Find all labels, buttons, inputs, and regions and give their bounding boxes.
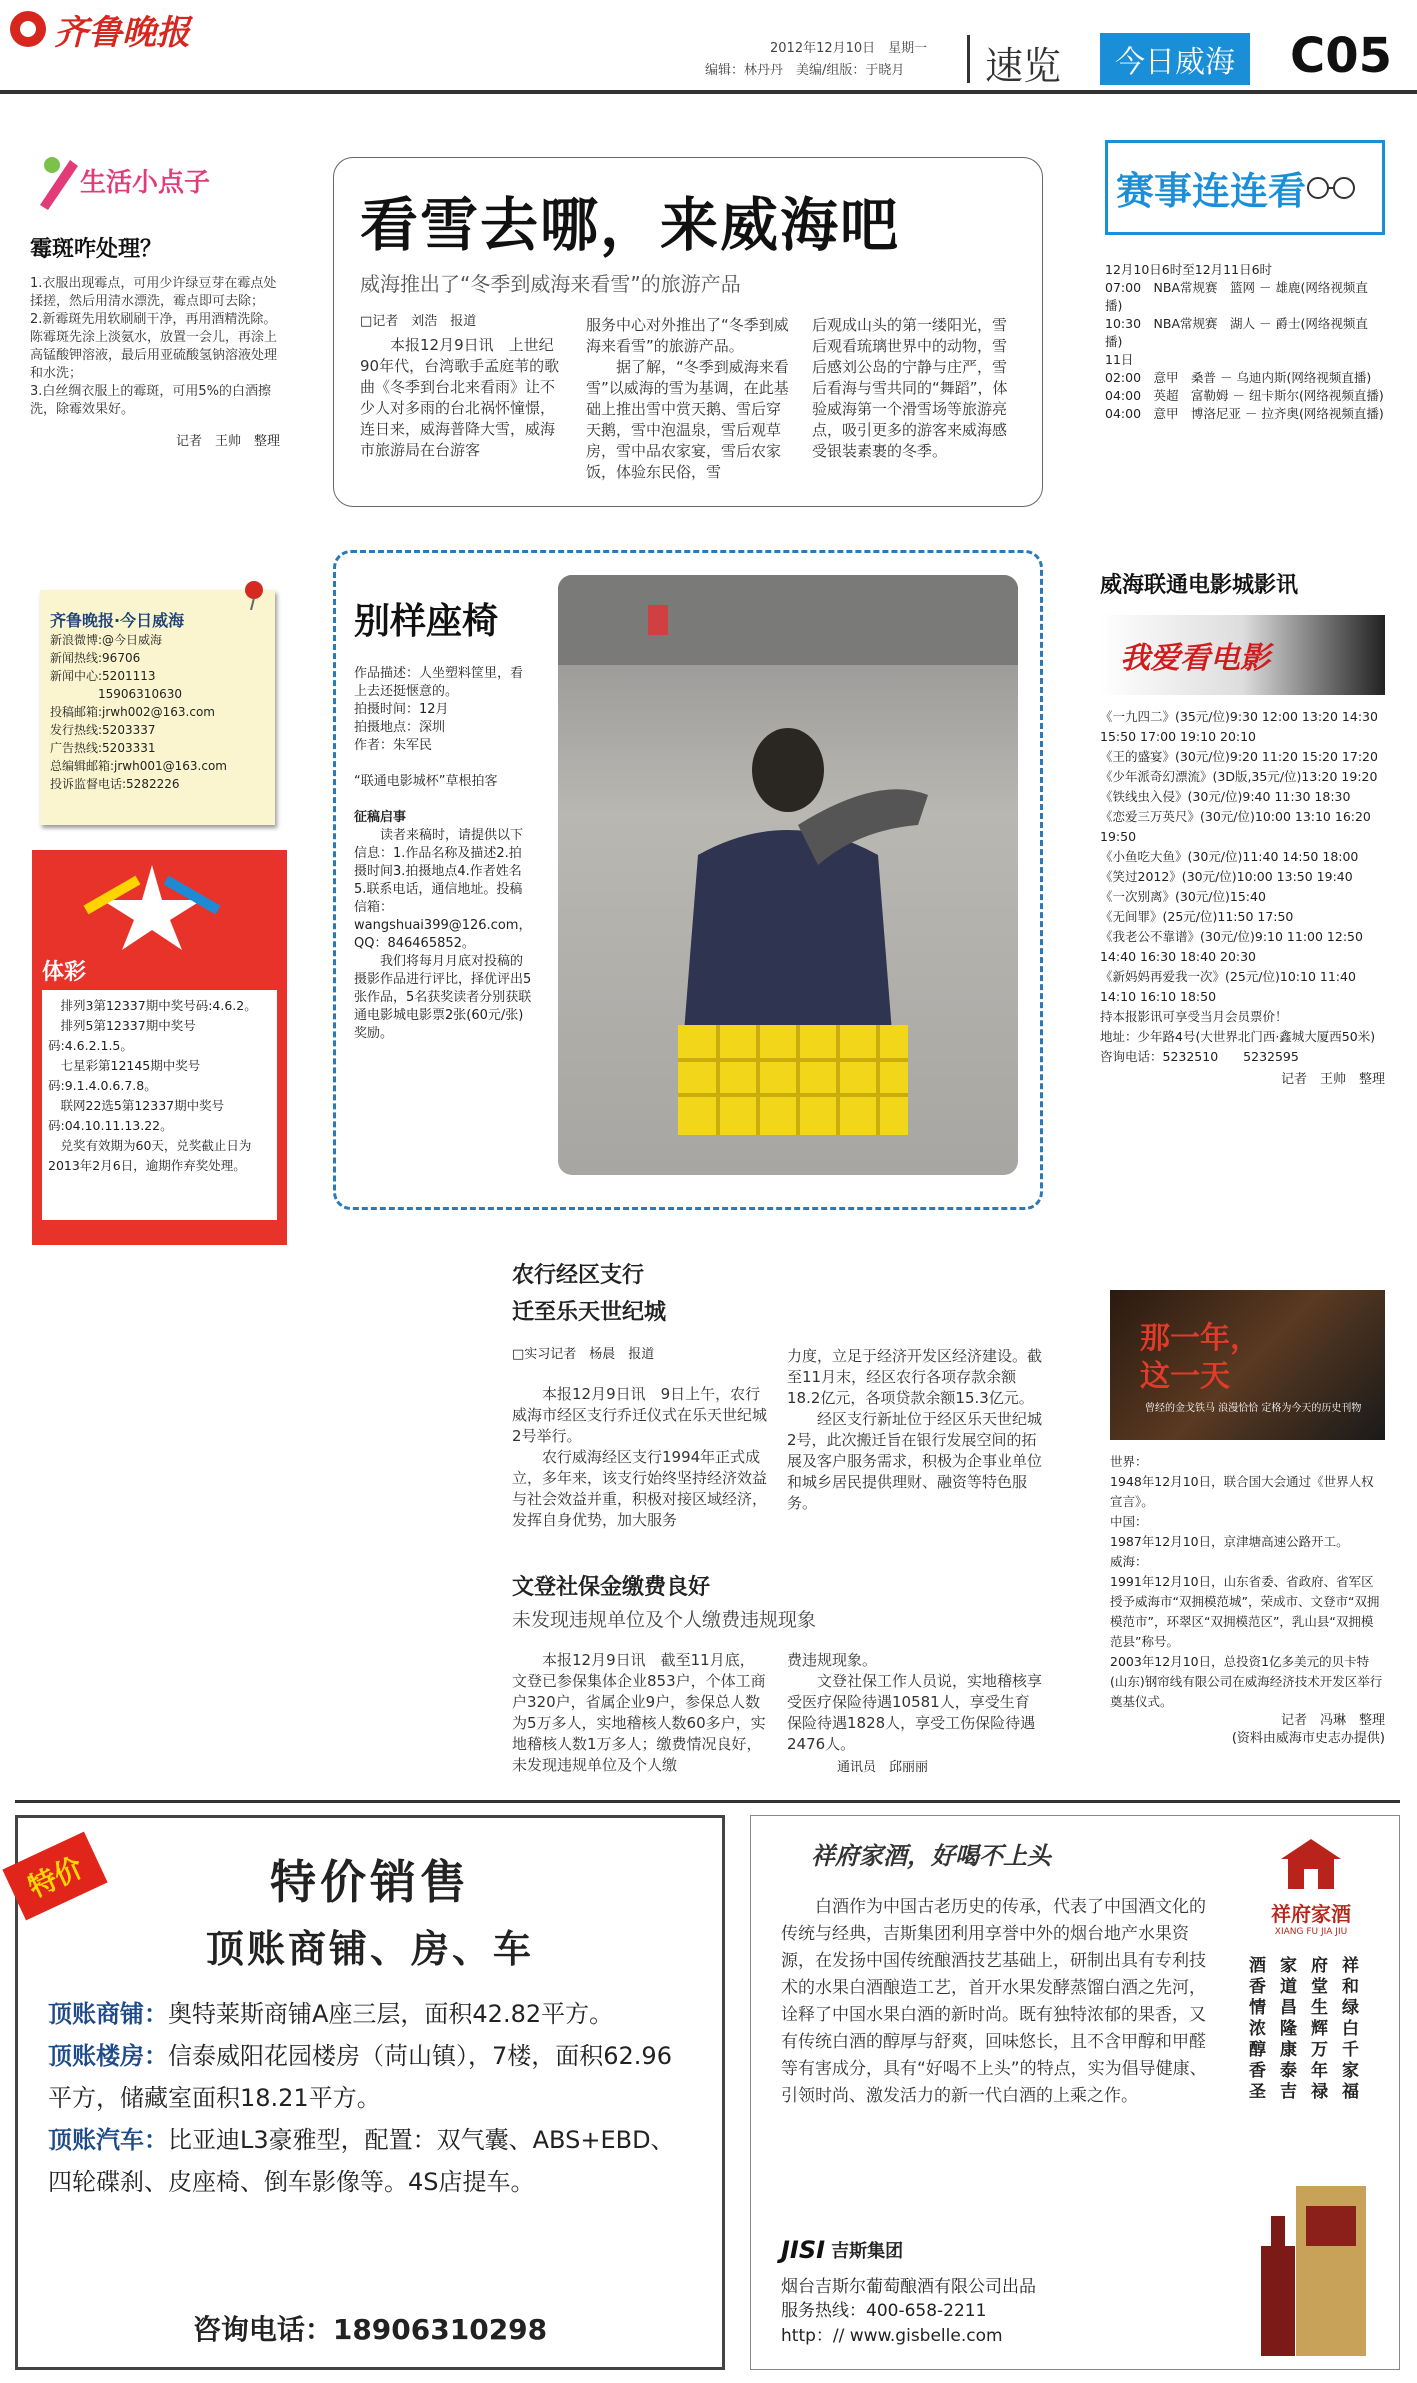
photo-call-title: 征稿启事 (354, 810, 407, 825)
tips-byline: 记者 王帅 整理 (175, 434, 280, 449)
tips-title: 霉斑咋处理？ (30, 237, 163, 262)
sports-item-6: 04:00 意甲 博洛尼亚 － 拉齐奥(网络视频直播) (1105, 406, 1384, 421)
photo-award: “联通电影城杯”草根拍客 (354, 774, 498, 789)
lead-col-1: 本报12月9日讯 上世纪90年代，台湾歌手孟庭苇的歌曲《冬季到台北来看雨》让不少人对多雨的台北祸怀憧憬，连日来，威海普降大雪，威海市旅游局在台游客 (360, 336, 560, 459)
contact-note (40, 590, 275, 825)
sale-item-2: 顶账汽车：比亚迪L3豪雅型，配置：双气囊、ABS+EBD、四轮碟刹、皮座椅、倒车影像等。4S店提车。 (48, 2126, 675, 2196)
cinema-body: 《一九四二》(35元/位)9:30 12:00 13:20 14:30 15:50 17:00 19:10 20:10 《王的盛宴》(30元/位)9:20 11:20 15:20 17:20 《少年派奇幻漂流》(3D版,35元/位)13:20 19:20 《铁线虫入侵》(30元/位)9:40 11:30 18:30 《恋爱三万英尺》(30元/位)10:00 13:10 16:20 19:50 《小鱼吃大鱼》(30元/位)11:40 14:50 18:00 《笑过2012》(30元/位)10:00 13:50 19:40 《一次别离》(30元/位)15:40 《无间罪》(25元/位)11:50 17:50 《我老公不靠谱》(30元/位)9:10 11:00 12:50 14:40 16:30 18:40 20:30 《新妈妈再爱我一次》(25元/位)10:10 11:40 14:10 16:10 18:50 持本报影讯可享受当月会员票价！ 地址：少年路4号(大世界北门西·鑫城大厦西50米) 咨询电话：5232510 5232595 (1100, 709, 1378, 1064)
contact-line-3: 新闻中心:5201113 (50, 669, 156, 683)
sports-item-1: 07:00 NBA常规赛 篮网 － 雄鹿(网络视频直播) (1105, 280, 1368, 313)
sale-badge: 特价 (2, 1832, 107, 1921)
man-in-crate-illustration (558, 575, 1018, 1175)
cinema-block (1100, 568, 1385, 1089)
contact-line-0: 齐鲁晚报·今日威海 (50, 611, 185, 630)
header-divider (967, 35, 970, 83)
photo-meta (354, 665, 534, 1043)
lead-col-2: 服务中心对外推出了“冬季到威海来看雪”的旅游产品。 据了解，“冬季到威海来看雪”以威海的雪为基调，在此基础上推出雪中赏天鹅、雪后穿天鹅，雪中泡温泉，雪后观草房，雪中品农家宴，雪后农家饭，体验东民俗，雪 (586, 316, 789, 481)
tips-block (30, 150, 280, 560)
glasses-icon (1306, 173, 1356, 203)
bank-title-2: 迁至乐天世纪城 (512, 1300, 667, 1325)
wine-hotline: 服务热线：400-658-2211 (781, 2301, 987, 2321)
wine-poem: 祥和绿白千家福 府堂生辉万年禄 家道昌隆康泰吉 酒香情浓醇香圣 (1245, 1956, 1358, 2103)
sports-item-0: 12月10日6时至12月11日6时 (1105, 262, 1273, 277)
history-source: (资料由威海市史志办提供) (1231, 1731, 1385, 1746)
wine-logo: 祥府家酒 XIANG FU JIA JIU (1241, 1834, 1381, 1937)
sale-item-0: 顶账商铺：奥特莱斯商铺A座三层，面积42.82平方。 (48, 2000, 614, 2028)
sports-item-5: 04:00 英超 富勒姆 － 纽卡斯尔(网络视频直播) (1105, 388, 1384, 403)
history-body: 世界： 1948年12月10日，联合国大会通过《世界人权宣言》。 中国： 1987年12月10日，京津塘高速公路开工。 威海： 1991年12月10日，山东省委、省政府、省军区授予威海市“双拥模范城”，荣成市、文登市“双拥模范市”，环翠区“双拥模范区”，乳山县“双拥模范县”称号。 2003年12月10日，总投资1亿多美元的贝卡特(山东)钢帘线有限公司在威海经济技术开发区举行奠基仪式。 (1110, 1454, 1383, 1709)
sale-ad (15, 1815, 725, 2370)
photo-desc-1: 拍摄时间：12月 (354, 702, 449, 717)
bank-title-1: 农行经区支行 (512, 1263, 645, 1288)
cinema-byline: 记者 王帅 整理 (1280, 1072, 1385, 1087)
sports-item-3: 11日 (1105, 352, 1134, 367)
photo-call-body: 读者来稿时，请提供以下信息：1.作品名称及描述2.拍摄时间3.拍摄地点4.作者姓名5.联系电话，通信地址。投稿信箱：wangshuai399@126.com，QQ：846465852。 我们将每月月底对投稿的摄影作品进行评比，择优评出5张作品，5名获奖读者分别获联通电影城电影票2张(60元/张)奖励。 (354, 828, 532, 1041)
sale-subtitle: 顶账商铺、房、车 (205, 1927, 534, 1971)
pavilion-icon (1276, 1834, 1346, 1894)
history-banner-title: 那一年，这一天 (1140, 1321, 1260, 1394)
insurance-title: 文登社保金缴费良好 (512, 1575, 711, 1600)
lottery-graphic (42, 860, 277, 955)
editors-line: 编辑：林丹丹 美编/组版：于晓月 (705, 63, 905, 78)
insurance-col-2: 费违规现象。 文登社保工作人员说，实地稽核享受医疗保险待遇10581人，享受生育保险待遇1828人，享受工伤保险待遇2476人。 (787, 1651, 1043, 1753)
contact-line-9: 投诉监督电话:5282226 (50, 777, 180, 791)
bank-byline: □实习记者 杨晨 报道 (512, 1347, 655, 1362)
wine-slogan: 祥府家酒，好喝不上头 (811, 1841, 1051, 1870)
newspaper-logo: 齐鲁晚报 (8, 4, 228, 54)
insurance-byline: 通讯员 邱丽丽 (837, 1760, 929, 1775)
sale-item-1: 顶账楼房：信泰威阳花园楼房（苘山镇），7楼，面积62.96平方，储藏室面积18.21平方。 (48, 2042, 672, 2112)
cinema-title: 威海联通电影城影讯 (1100, 573, 1299, 598)
tips-badge: 生活小点子 (30, 150, 280, 210)
sale-items (48, 1993, 693, 2203)
lead-byline: □记者 刘浩 报道 (360, 314, 477, 329)
tips-body: 1.衣服出现霉点，可用少许绿豆芽在霉点处揉搓，然后用清水漂洗，霉点即可去除； 2.新霉斑先用软刷刷干净，再用酒精洗除。陈霉斑先涂上淡氨水，放置一会儿，再涂上高锰酸钾溶液，最后用亚硫酸氢钠溶液处理和水洗； 3.白丝绸衣服上的霉斑，可用5%的白酒擦洗，除霉效果好。 (30, 276, 278, 417)
insurance-col-1: 本报12月9日讯 截至11月底，文登已参保集体企业853户，个体工商户320户，省属企业9户，参保总人数为5万多人，实地稽核人数60多户，实地稽核人数1万多人；缴费情况良好，未发现违规单位及个人缴 (512, 1651, 766, 1774)
brand-logo-icon: JISI (781, 2236, 826, 2264)
history-banner (1110, 1290, 1385, 1440)
ad-divider (15, 1800, 1400, 1803)
cinema-banner: 我爱看电影 (1100, 615, 1385, 695)
lead-subtitle: 威海推出了“冬季到威海来看雪”的旅游产品 (360, 272, 741, 296)
contact-line-8: 总编辑邮箱:jrwh001@163.com (50, 759, 227, 773)
logo-emblem-icon (8, 9, 48, 49)
photo-desc-0: 作品描述：人坐塑料筐里，看上去还挺惬意的。 (354, 666, 524, 699)
wine-bottle-box (1251, 2166, 1381, 2361)
lead-title: 看雪去哪，来威海吧 (360, 191, 901, 259)
wine-url: http：// www.gisbelle.com (781, 2326, 1003, 2346)
photo-title: 别样座椅 (354, 601, 499, 642)
sports-item-2: 10:30 NBA常规赛 湖人 － 爵士(网络视频直播) (1105, 316, 1368, 349)
lottery-body-panel (42, 990, 277, 1220)
contact-line-5: 投稿邮箱:jrwh002@163.com (50, 705, 215, 719)
sale-title: 特价销售 (270, 1855, 470, 1909)
insurance-story (512, 1570, 1052, 1777)
wine-bottle-illustration (1251, 2166, 1381, 2361)
sports-badge: 赛事连连看 (1105, 140, 1385, 235)
lottery-body: 排列3第12337期中奖号码:4.6.2。 排列5第12337期中奖号码:4.6.2.1.5。 七星彩第12145期中奖号码:9.1.4.0.6.7.8。 联网22选5第12337期中奖号码:04.10.11.13.22。 兑奖有效期为60天，兑奖截止日为2013年2月6日，逾期作弃奖处理。 (48, 998, 257, 1173)
photo-desc-2: 拍摄地点：深圳 (354, 720, 446, 735)
photo-desc-3: 作者：朱军民 (354, 738, 433, 753)
edition-badge: 今日威海 (1100, 33, 1250, 85)
history-byline: 记者 冯琳 整理 (1280, 1713, 1385, 1728)
photo-feature-box (333, 550, 1043, 1210)
lottery-label: 体彩 (42, 960, 87, 985)
pushpin-icon (239, 580, 269, 610)
contact-line-4: 15906310630 (50, 687, 182, 701)
pencil-icon (30, 150, 80, 210)
lead-col-3: 后观成山头的第一缕阳光，雪后观看琉璃世界中的动物，雪后感刘公岛的宁静与庄严，雪后看海与雪共同的“舞蹈”，体验威海第一个滑雪场等旅游亮点，吸引更多的游客来威海感受银装素裹的冬季。 (812, 316, 1008, 460)
sports-block (1105, 140, 1385, 423)
wine-ad (750, 1815, 1400, 2370)
wine-body: 白酒作为中国古老历史的传承，代表了中国酒文化的传统与经典，吉斯集团利用享誉中外的烟台地产水果资源，在发扬中国传统酿酒技艺基础上，研制出具有专利技术的水果白酒酿造工艺，首开水果发酵蒸馏白酒之先河，诠释了中国水果白酒的新时尚。既有独特浓郁的果香，又有传统白酒的醇厚与舒爽，回味悠长，且不含甲醇和甲醛等有害成分，具有“好喝不上头”的特点，实为倡导健康、引领时尚、激发活力的新一代白酒的上乘之作。 (781, 1897, 1207, 2106)
contact-line-6: 发行热线:5203337 (50, 723, 156, 737)
date-line: 2012年12月10日 星期一 (770, 41, 928, 56)
lead-story-box (333, 157, 1043, 507)
wine-brand: JISI 吉斯集团 (781, 2236, 904, 2264)
bank-col-2: 力度，立足于经济开发区经济建设。截至11月末，经区农行各项存款余额18.2亿元，各项贷款余额15.3亿元。 经区支行新址位于经区乐天世纪城2号，此次搬迁旨在银行发展空间的拓展及客户服务需求，积极为企事业单位和城乡居民提供理财、融资等特色服务。 (787, 1347, 1043, 1512)
lottery-box (32, 850, 287, 1245)
contact-line-1: 新浪微博:@今日威海 (50, 633, 163, 647)
masthead (0, 0, 1417, 92)
history-banner-sub: 曾经的金戈铁马 浪漫恰恰 定格为今天的历史刊物 (1145, 1403, 1362, 1414)
photo-image (558, 575, 1018, 1175)
history-block (1110, 1290, 1385, 1748)
bank-story (512, 1258, 1052, 1531)
wine-company: 烟台吉斯尔葡萄酿酒有限公司出品 (781, 2277, 1036, 2297)
sale-phone: 咨询电话：18906310298 (192, 2313, 548, 2346)
section-label: 速览 (985, 44, 1062, 88)
insurance-subtitle: 未发现违规单位及个人缴费违规现象 (512, 1609, 817, 1631)
page-number: C05 (1290, 28, 1393, 84)
sports-item-4: 02:00 意甲 桑普 － 乌迪内斯(网络视频直播) (1105, 370, 1372, 385)
bank-col-1: 本报12月9日讯 9日上午，农行威海市经区支行乔迁仪式在乐天世纪城2号举行。 农行威海经区支行1994年正式成立，多年来，该支行始终坚持经济效益与社会效益并重，积极对接区域经济，发挥自身优势，加大服务 (512, 1385, 768, 1529)
star-burst-icon (42, 860, 272, 950)
header-rule (0, 90, 1417, 94)
contact-line-2: 新闻热线:96706 (50, 651, 141, 665)
contact-line-7: 广告热线:5203331 (50, 741, 156, 755)
